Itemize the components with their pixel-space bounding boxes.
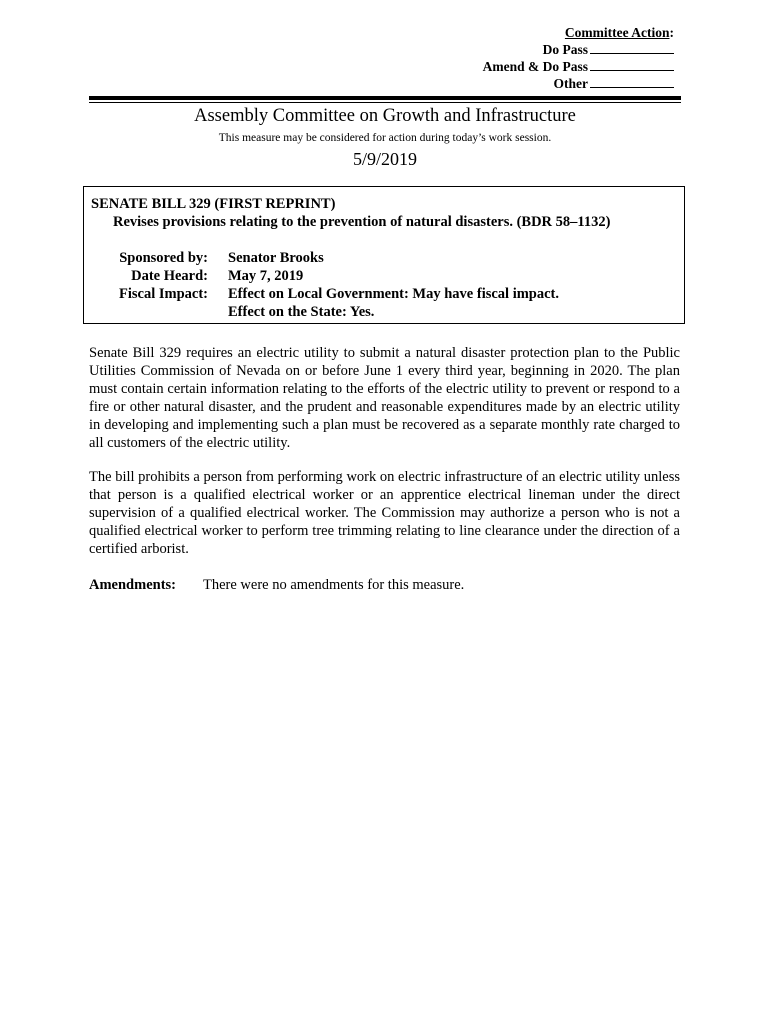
date-heard-label: Date Heard: [131,268,208,284]
sponsored-by-value: Senator Brooks [228,250,324,266]
committee-action-title-line [483,24,674,41]
fiscal-impact-state-row [84,303,684,321]
committee-heading: Assembly Committee on Growth and Infrastructure [194,106,576,126]
amendments-label: Amendments: [89,577,176,593]
bill-title: SENATE BILL 329 (FIRST REPRINT) [91,196,336,212]
committee-action-title: Committee Action [564,25,670,40]
fiscal-impact-state: Effect on the State: Yes. [228,304,375,320]
summary-paragraph-1: Senate Bill 329 requires an electric utility to submit a natural disaster protection plan to the Public Utilities Commission of Nevada on or before June 1 every third year, beginning in 2020. The plan must contain certain information relating to the efforts of the electric utility to prevent or respond to a fire or other natural disaster, and the prudent and reasonable expenditures made by an electric utility in developing and implementing such a plan must be recovered as a separate monthly rate charged to all customers of the electric utility. [89,345,680,451]
amend-do-pass-line [483,58,674,75]
other-blank [590,75,674,88]
amendments-line [89,576,464,594]
summary-paragraph-2: The bill prohibits a person from performing work on electric infrastructure of an electric utility unless that person is a qualified electrical worker or an apprentice electrical lineman under the direct supervision of a qualified electrical worker. The Commission may authorize a person who is not a qualified electrical worker to perform tree trimming relating to line clearance under the direction of a certified arborist. [89,469,680,557]
committee-action-block [483,24,674,92]
fiscal-impact-local: Effect on Local Government: May have fiscal impact. [228,286,560,302]
sponsored-row [84,249,684,267]
other-line [483,75,674,92]
date-heard-value: May 7, 2019 [228,268,304,284]
committee-action-colon: : [669,25,674,40]
other-label: Other [553,76,588,91]
do-pass-line [483,41,674,58]
fiscal-impact-spacer [84,303,228,321]
header-rule-thin [89,102,681,103]
hearing-date: 5/9/2019 [352,149,417,169]
fiscal-impact-label: Fiscal Impact: [119,286,208,302]
bill-description: Revises provisions relating to the prevention of natural disasters. (BDR 58–1132) [113,214,611,230]
do-pass-blank [590,41,674,54]
fiscal-impact-row [84,285,684,303]
amend-do-pass-label: Amend & Do Pass [482,59,588,74]
amend-do-pass-blank [590,58,674,71]
do-pass-label: Do Pass [542,42,588,57]
bill-summary-box [83,186,685,324]
work-session-notice: This measure may be considered for action during today’s work session. [218,132,552,144]
amendments-text: There were no amendments for this measure. [203,577,465,593]
sponsored-by-label: Sponsored by: [119,250,208,266]
date-heard-row [84,267,684,285]
header-rule-thick [89,96,681,100]
bill-metadata [84,249,684,321]
